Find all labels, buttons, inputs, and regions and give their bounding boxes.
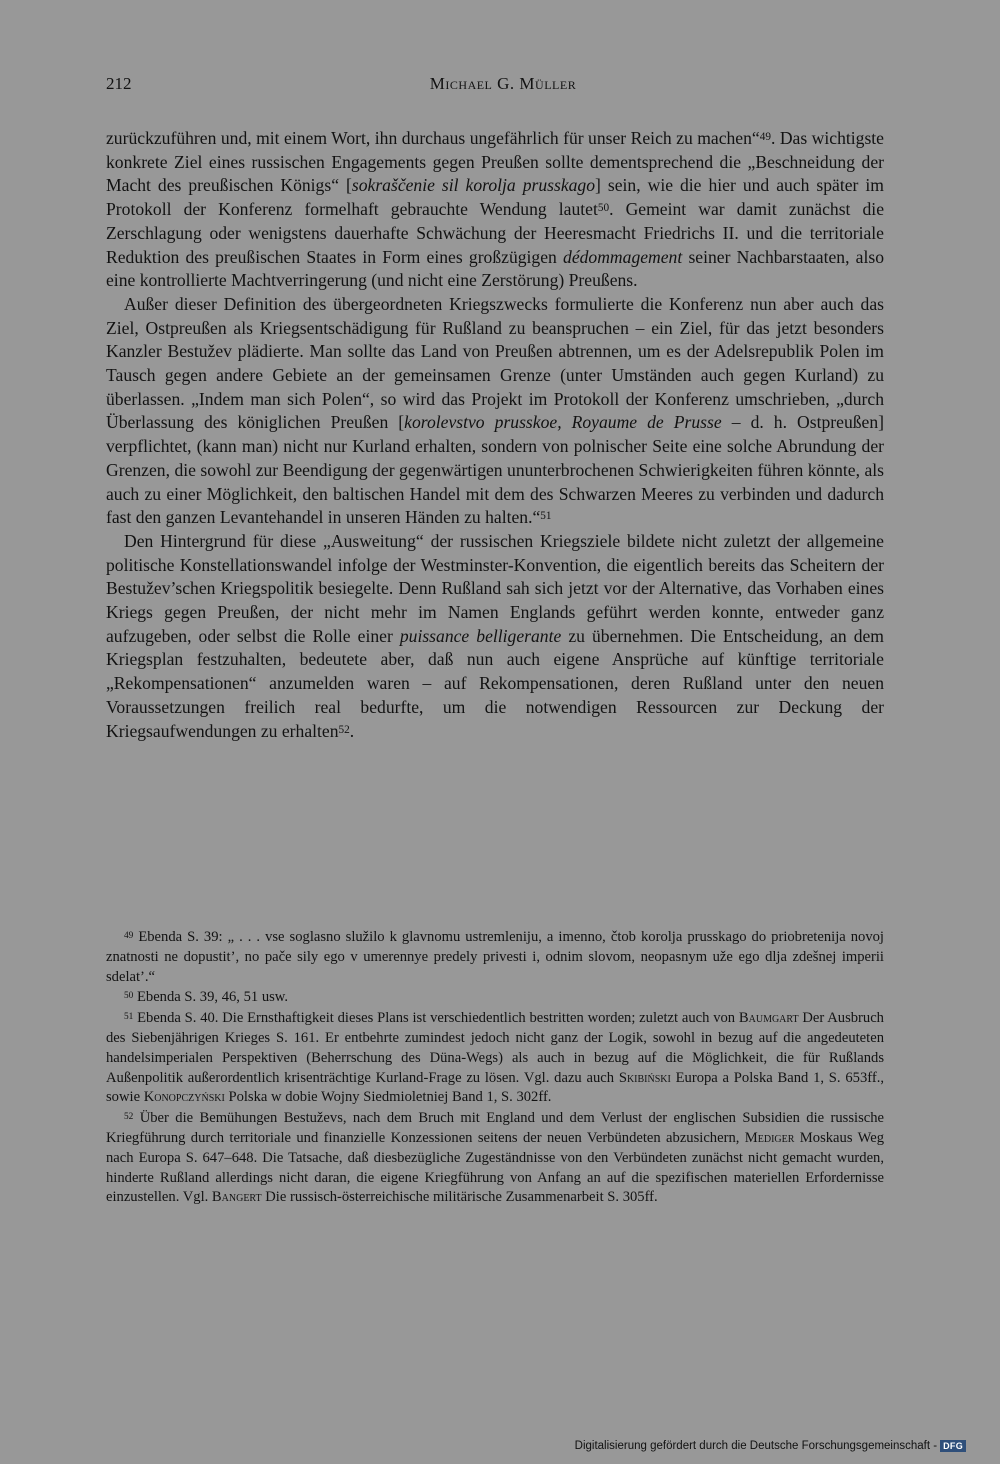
- italic-term: dédommagement: [563, 246, 683, 267]
- footnote-52: [106, 1109, 884, 1208]
- author-name: Konopczyński: [143, 1089, 225, 1106]
- footnote-ref-50: 50: [597, 202, 610, 215]
- italic-term: sokraščenie sil korolja prusskago: [351, 175, 596, 196]
- author-name: Skibiński: [618, 1069, 671, 1086]
- footnote-text: Ebenda S. 40. Die Ernsthaftigkeit dieses Plans ist verschiedentlich bestritten worden; zuletzt auch von: [133, 1010, 739, 1027]
- footnote-number: 50: [124, 991, 134, 1002]
- text-run: zu übernehmen. Die Entscheidung, an dem Kriegsplan festzuhalten, bedeutete aber, daß nun auch eigene Ansprüche auf künftige territoriale „Rekompensationen“ anzumelden waren – auf Rekompensationen, deren Rußland unter den neuen Voraussetzungen freilich real bedurfte, um die notwendigen Ressourcen zur Deckung der Kriegsaufwendungen zu erhalten: [106, 625, 884, 741]
- running-title: Michael G. Müller: [429, 74, 577, 93]
- text-run: zurückzuführen und, mit einem Wort, ihn durchaus ungefährlich für unser Reich zu machen“: [106, 128, 760, 148]
- author-name: Mediger: [744, 1129, 795, 1146]
- paragraph-1: [106, 127, 884, 293]
- text-run: . Gemeint war damit zunächst die Zerschlagung oder wenigstens dauerhafte Schwächung der Heeresmacht Friedrichs II. und die territoriale Reduktion des preußischen Staates in Form eines großzügigen: [106, 199, 885, 267]
- footnote-ref-49: 49: [759, 131, 771, 144]
- text-run: .: [349, 720, 355, 741]
- footnote-51: [106, 1009, 884, 1108]
- footnote-text: Der Ausbruch des Siebenjährigen Krieges S. 161. Er entbehrte zumindest jedoch nicht ganz der Logik, sowohl in bezug auf die angedeuteten handelsimperialen Perspektiven (Beherrschung des Düna-Wegs) als auch in bezug auf die Möglichkeit, die für Rußlands Außenpolitik außerordentlich krisenträchtige Kurland-Frage zu lösen. Vgl. dazu auch: [106, 1010, 884, 1086]
- paragraph-2: [106, 293, 884, 530]
- main-text: [106, 127, 884, 743]
- footnote-49: [106, 928, 884, 987]
- page-number: 212: [106, 74, 132, 93]
- author-name: Baumgart: [738, 1010, 799, 1027]
- italic-term: puissance belligerante: [399, 625, 562, 646]
- footnote-number: 51: [124, 1011, 134, 1022]
- footnote-ref-52: 52: [338, 723, 350, 736]
- footnote-text: Über die Bemühungen Bestuževs, nach dem Bruch mit England und dem Verlust der englischen Subsidien die russische Kriegführung durch territoriale und finanzielle Konzessionen seitens der neuen Verbündeten abzusichern,: [106, 1110, 884, 1146]
- footnote-ref-51: 51: [540, 510, 552, 523]
- footnote-text: Die russisch-österreichische militärische Zusammenarbeit S. 305ff.: [261, 1189, 658, 1206]
- text-run: Außer dieser Definition des übergeordneten Kriegszwecks formulierte die Konferenz nun aber auch das Ziel, Ostpreußen als Kriegsentschädigung für Rußland zu beanspruchen – ein Ziel, für das jetzt besonders Kanzler Bestužev plädierte. Man sollte das Land von Preußen abtrennen, um es der Adelsrepublik Polen im Tausch gegen andere Gebiete an der gemeinsamen Grenze (unter Umständen auch gegen Kurland) zu überlassen. „Indem man sich Polen“, so wird das Projekt im Protokoll der Konferenz umschrieben, „durch Überlassung des königlichen Preußen [: [106, 293, 884, 433]
- digitization-credit: [575, 1440, 966, 1452]
- italic-term: korolevstvo prusskoe, Royaume de Prusse: [404, 412, 722, 433]
- footnote-text: Ebenda S. 39, 46, 51 usw.: [133, 989, 289, 1006]
- footnote-text: Europa a Polska Band 1, S. 653ff., sowie: [106, 1069, 884, 1106]
- footnotes: [106, 928, 884, 1208]
- dfg-logo: DFG: [940, 1440, 966, 1452]
- page-header: [106, 74, 886, 100]
- footnote-text: Ebenda S. 39: „ . . . vse soglasno služilo k glavnomu ustremleniju, a imenno, čtob korolja prusskago do priobretenija novoj znatnosti ne dopustit’, no pače sily ego v umerennye predely privesti i, odnim slovom, neopasnym uže ego dlja zdešnej imperii sdelat’.“: [106, 929, 884, 985]
- footnote-number: 49: [124, 930, 134, 941]
- credit-text: Digitalisierung gefördert durch die Deutsche Forschungsgemeinschaft -: [574, 1440, 938, 1452]
- text-run: – d. h. Ostpreußen] verpflichtet, (kann man) nicht nur Kurland erhalten, sondern von polnischer Seite eine solche Abrundung der Grenzen, die sowohl zur Beendigung der gegenwärtigen ununterbrochenen Schwierigkeiten führen könnte, als auch zu einer Möglichkeit, den baltischen Handel mit dem des Schwarzen Meeres zu verbinden und dadurch fast den ganzen Levantehandel in unseren Händen zu halten.“: [106, 412, 885, 528]
- footnote-number: 52: [124, 1111, 134, 1122]
- text-run: seiner Nachbarstaaten, also eine kontrollierte Machtverringerung (und nicht eine Zerstörung) Preußens.: [106, 246, 885, 291]
- text-run: Den Hintergrund für diese „Ausweitung“ der russischen Kriegsziele bildete nicht zuletzt der allgemeine politische Konstellationswandel infolge der Westminster-Konvention, die eigentlich bereits das Scheitern der Bestužev’schen Kriegspolitik besiegelte. Denn Rußland sah sich jetzt vor der Alternative, das Vorhaben eines Kriegs gegen Preußen, der nicht mehr im Namen Englands geführt werden konnte, entweder ganz aufzugeben, oder selbst die Rolle einer: [106, 530, 884, 646]
- author-name: Bangert: [211, 1189, 262, 1206]
- paragraph-3: [106, 530, 884, 743]
- footnote-50: [106, 988, 884, 1008]
- text-run: . Das wichtigste konkrete Ziel eines russischen Engagements gegen Preußen sollte dementsprechend die „Beschneidung der Macht des preußischen Königs“ [: [106, 128, 884, 196]
- footnote-text: Moskaus Weg nach Europa S. 647–648. Die Tatsache, daß diesbezügliche Zugeständnisse von den Verbündeten zunächst nicht gemacht wurden, hinderte Rußland allerdings nicht daran, die eigene Kriegführung von Anfang an auf die spezifischen materiellen Erfordernisse einzustellen. Vgl.: [106, 1129, 884, 1206]
- text-run: ] sein, wie die hier und auch später im Protokoll der Konferenz formelhaft gebrauchte Wendung lautet: [106, 175, 884, 220]
- footnote-text: Polska w dobie Wojny Siedmioletniej Band 1, S. 302ff.: [224, 1089, 552, 1106]
